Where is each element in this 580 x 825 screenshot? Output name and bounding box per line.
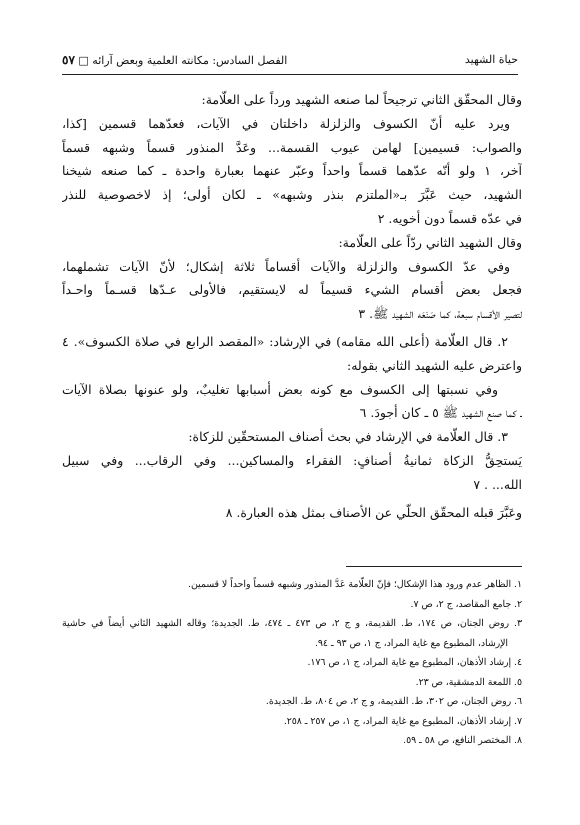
text-line: واعترض عليه الشهيد الثاني بقوله: bbox=[347, 357, 522, 373]
chapter-header bbox=[62, 53, 287, 67]
quote-line: وفي عدّ الكسوف والزلزلة والآيات أقساماً ثلاثة إشكال؛ لأنّ الآيات تشملهما، bbox=[62, 258, 510, 274]
quote-line: يَستحِقُّ الزكاة ثمانيةُ أصنافٍ: الفقراء والمساكين... وفي الرقاب... وفي سبيل bbox=[62, 452, 522, 468]
quote-line: ويرد عليه أنّ الكسوف والزلزلة داخلتان في الآيات، فعدّهما قسمين [كذا، bbox=[62, 115, 510, 131]
footnote: ٧. إرشاد الأذهان، المطبوع مع غاية المراد، ج ١، ص ٢٥٧ ـ ٢٥٨. bbox=[283, 715, 522, 727]
footnote: ١. الظاهر عدم ورود هذا الإشكال؛ فإنّ العلّامة عَدَّ المنذور وشبهه قسماً واحداً لا قسمين. bbox=[188, 579, 522, 590]
footnote: ٢. جامع المقاصد، ج ٢، ص ٧. bbox=[410, 598, 522, 610]
running-header bbox=[62, 50, 518, 75]
main-text bbox=[62, 88, 522, 524]
footnote: ٨. المختصر النافع، ص ٥٨ ـ ٥٩. bbox=[403, 735, 522, 746]
book-title: حياة الشهيد bbox=[464, 53, 518, 66]
quote-line: الشهيد، حيث عَبَّرَ بـ«الملتزم بنذر وشبهه» ـ لكان أولى؛ إذ لاخصوصية للنذر bbox=[62, 187, 522, 203]
quote-line: وفي نسبتها إلى الكسوف مع كونه بعض أسبابها تغليبٌ، ولو عنونها بصلاة الآيات bbox=[62, 381, 498, 397]
quote-line: والصواب: قسيمين] لهامن عيوب القسمة... وعَدَّ المنذور قسماً وشبهه قسماً bbox=[62, 139, 522, 155]
text-line: وعَبَّرَ قبله المحقّق الحلّي عن الأصناف بمثل هذه العبارة. ٨ bbox=[225, 504, 522, 520]
page-number: ٥٧ bbox=[62, 53, 75, 67]
quote-line: ـ كما صنع الشهيد ﷺ ٥ ـ كان أجودَ. ٦ bbox=[359, 405, 522, 421]
footnote-divider bbox=[346, 566, 522, 567]
footnote: ٣. روض الجنان، ص ١٧٤، ط. القديمة، و ج ٢، ص ٤٧٣ ـ ٤٧٤، ط. الجديدة؛ وقاله الشهيد الثاني أيضاً في حاشية bbox=[62, 618, 522, 629]
text-line: وقال الشهيد الثاني ردّاً على العلّامة: bbox=[338, 234, 522, 250]
footnote: ٤. إرشاد الأذهان، المطبوع مع غاية المراد، ج ١، ص ١٧٦. bbox=[307, 657, 522, 668]
footnotes bbox=[62, 575, 522, 751]
quote-line: فجعل بعض أقسام الشيء قسيماً له لايستقيم، فالأولى عـدّها قسـماً واحـداً bbox=[62, 282, 522, 298]
quote-line: لتصير الأقسام سبعة، كما صَنَعَه الشهيد ﷺ. ٣ bbox=[358, 306, 522, 322]
quote-line: في عدّه قسماً دون أخويه. ٢ bbox=[377, 210, 522, 226]
footnote: ٥. اللمعة الدمشقية، ص ٢٣. bbox=[415, 676, 522, 688]
quote-line: الله... . ٧ bbox=[473, 476, 522, 492]
footnote: ٦. روض الجنان، ص ٣٠٢، ط. القديمة، و ج ٢، ص ٨٠٤، ط. الجديدة. bbox=[265, 696, 522, 707]
text-line: وقال المحقّق الثاني ترجيحاً لما صنعه الشهيد ورداً على العلّامة: bbox=[201, 92, 522, 107]
quote-line: آخر، ١ ولو أنّه عدّهما قسماً واحداً وعبّر عنهما بعبارة واحدة ـ كما صنعه شيخنا bbox=[62, 163, 522, 179]
numbered-item: ٢. قال العلّامة (أعلى الله مقامه) في الإرشاد: «المقصد الرابع في صلاة الكسوف». ٤ bbox=[62, 333, 508, 349]
numbered-item: ٣. قال العلّامة في الإرشاد في بحث أصناف المستحقّين للزكاة: bbox=[188, 429, 508, 445]
header-separator: □ bbox=[78, 54, 89, 67]
footnote-continuation: الإرشاد، المطبوع مع غاية المراد، ج ١، ص ٩٣ ـ ٩٤. bbox=[314, 637, 508, 649]
chapter-title: الفصل السادس: مكانته العلمية وبعض آرائه bbox=[92, 54, 288, 67]
